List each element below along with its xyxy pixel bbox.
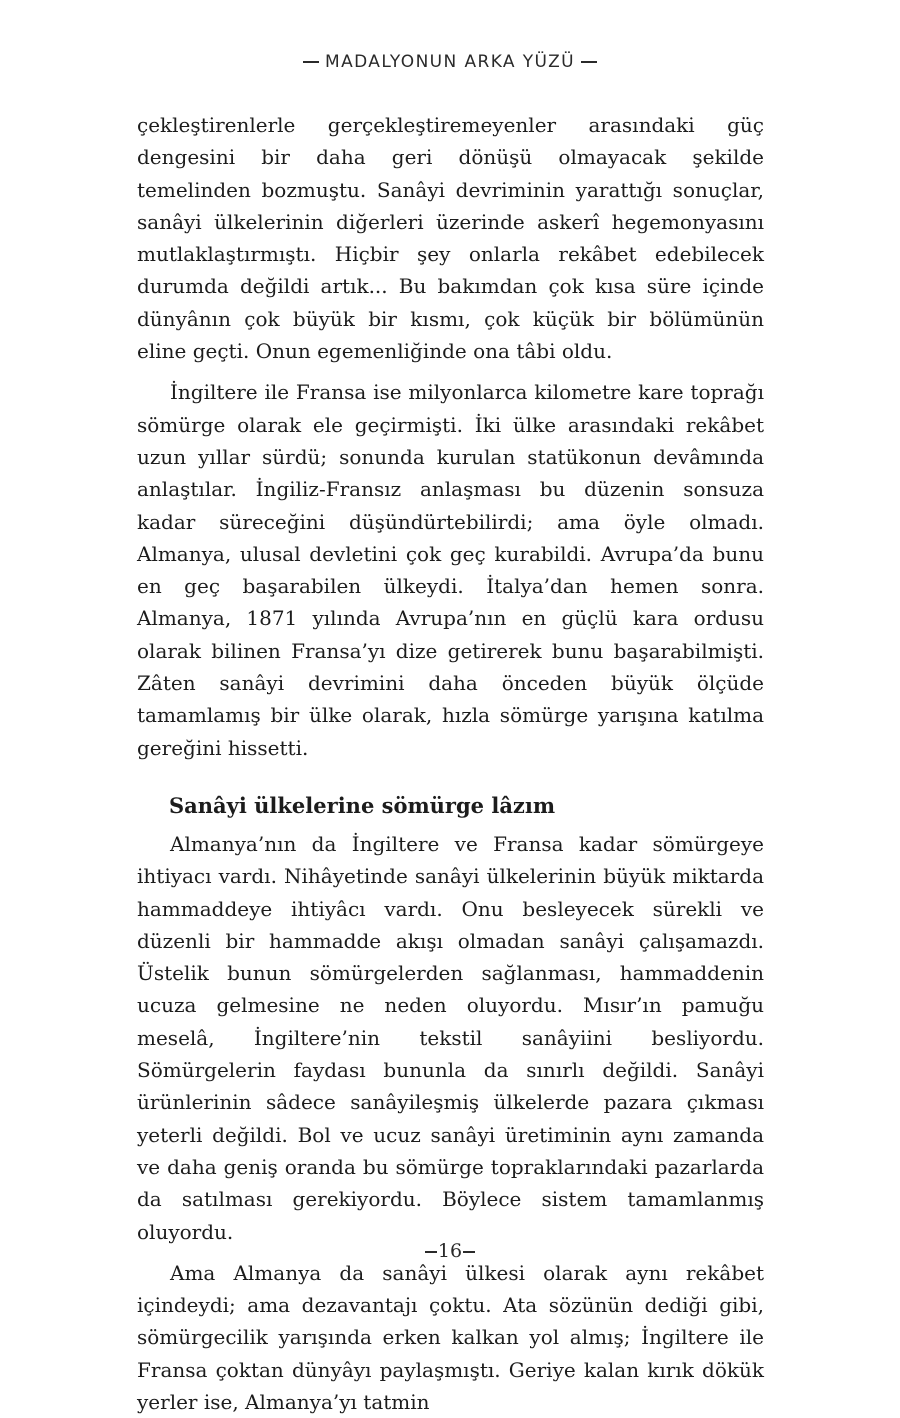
running-title: MADALYONUN ARKA YÜZÜ (325, 52, 575, 72)
page-number: 16 (437, 1240, 463, 1262)
folio-left-dash (425, 1251, 437, 1253)
header-right-dash (581, 61, 597, 63)
page-body (137, 109, 764, 1418)
folio-right-dash (463, 1251, 475, 1253)
running-header (0, 52, 900, 72)
paragraph: Almanya’nın da İngiltere ve Fransa kadar sömürgeye ihtiyacı vardı. Nihâyetinde sanâyi ülkelerinin büyük miktarda hammaddeye ihtiyâcı vardı. Onu besleyecek sürekli ve düzenli bir hammadde akışı olmadan sanâyi çalışamazdı. Üstelik bunun sömürgelerden sağlanması, hammaddenin ucuza gelmesine ne neden oluyordu. Mısır’ın pamuğu meselâ, İngiltere’nin tekstil sanâyiini besliyordu. Sömürgelerin faydası bununla da sınırlı değildi. Sanâyi ürünlerinin sâdece sanâyileşmiş ülkelerde pazara çıkması yeterli değildi. Bol ve ucuz sanâyi üretiminin aynı zamanda ve daha geniş oranda bu sömürge topraklarındaki pazarlarda da satılması gerekiyordu. Böylece sistem tamamlanmış oluyordu. (137, 831, 764, 1244)
paragraph: İngiltere ile Fransa ise milyonlarca kilometre kare toprağı sömürge olarak ele geçirmişti. İki ülke arasındaki rekâbet uzun yıllar sürdü; sonunda kurulan statükonun devâmında anlaştılar. İngiliz-Fransız anlaşması bu düzenin sonsuza kadar süreceğini düşündürtebilirdi; ama öyle olmadı. Almanya, ulusal devletini çok geç kurabildi. Avrupa’da bunu en geç başarabilen ülkeydi. İtalya’dan hemen sonra. Almanya, 1871 yılında Avrupa’nın en güçlü kara ordusu olarak bilinen Fransa’yı dize getirerek bunu başarabilmişti. Zâten sanâyi devrimini daha önceden büyük ölçüde tamamlamış bir ülke olarak, hızla sömürge yarışına katılma gereğini hissetti. (137, 380, 764, 760)
section-heading: Sanâyi ülkelerine sömürge lâzım (169, 792, 556, 818)
paragraph: Ama Almanya da sanâyi ülkesi olarak aynı rekâbet içindeydi; ama dezavantajı çoktu. Ata sözünün dediği gibi, sömürgecilik yarışında erken kalkan yol almış; İngiltere ile Fransa çoktan dünyâyı paylaşmıştı. Geriye kalan kırık dökük yerler ise, Almanya’yı tatmin (137, 1260, 764, 1414)
paragraph-continued: çekleştirenlerle gerçekleştiremeyenler arasındaki güç dengesini bir daha geri dönüşü olmayacak şekilde temelinden bozmuştu. Sanâyi devriminin yarattığı sonuçlar, sanâyi ülkelerinin diğerleri üzerinde askerî hegemonyasını mutlaklaştırmıştı. Hiçbir şey onlarla rekâbet edebilecek durumda değildi artık... Bu bakımdan çok kısa süre içinde dünyânın çok büyük bir kısmı, çok küçük bir bölümünün eline geçti. Onun egemenliğinde ona tâbi oldu. (137, 113, 764, 364)
page-number-footer (0, 1240, 900, 1262)
header-left-dash (303, 61, 319, 63)
